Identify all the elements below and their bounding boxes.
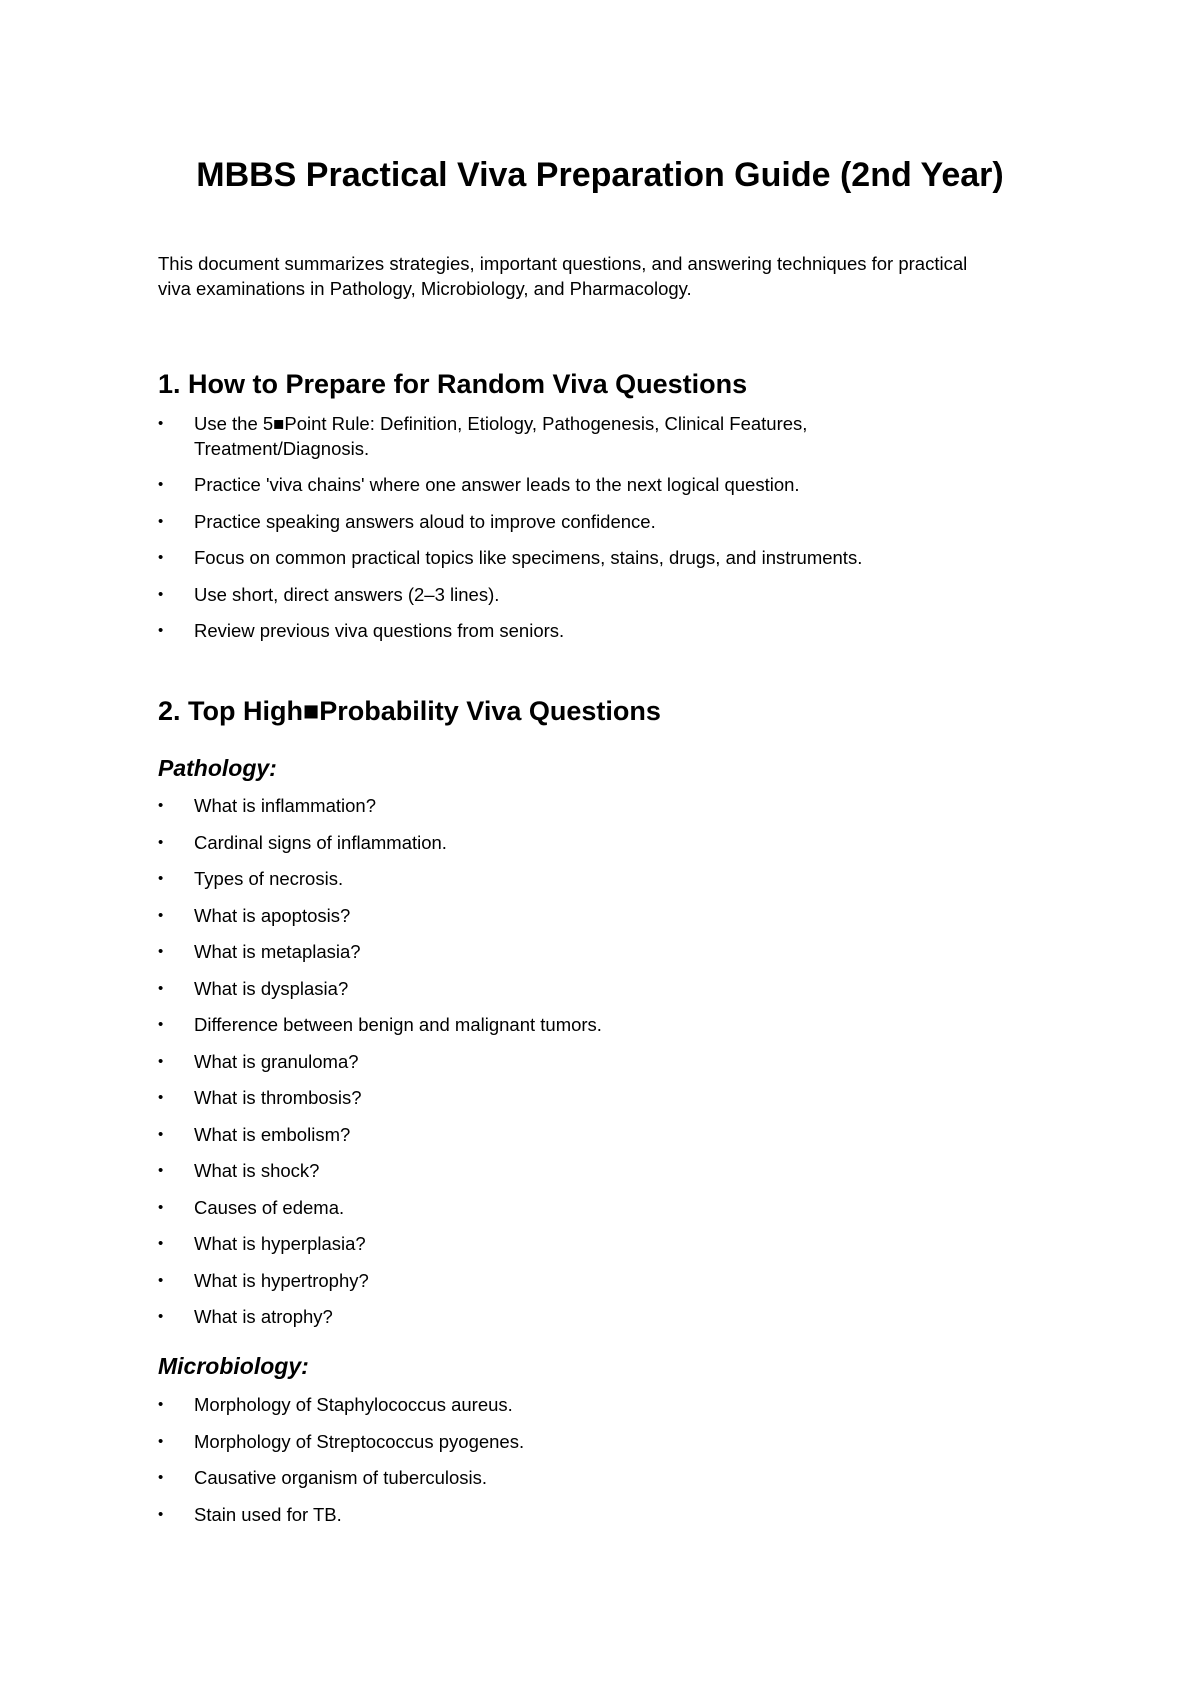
subheading-pathology: Pathology:	[158, 755, 277, 781]
bullet-icon: •	[158, 549, 164, 566]
list-item-text: Practice speaking answers aloud to improve confidence.	[194, 510, 656, 532]
list-item	[158, 1232, 1058, 1257]
subheading-microbiology: Microbiology:	[158, 1353, 309, 1379]
list-item-text: Morphology of Streptococcus pyogenes.	[194, 1430, 525, 1452]
list-item	[158, 904, 1058, 929]
list-item-text: Treatment/Diagnosis.	[194, 437, 370, 459]
list-item-text: Morphology of Staphylococcus aureus.	[194, 1394, 513, 1415]
list-item	[158, 977, 1058, 1002]
list-item-text: Focus on common practical topics like specimens, stains, drugs, and instruments.	[194, 547, 863, 568]
bullet-icon: •	[158, 1235, 164, 1252]
list-item	[158, 1123, 1058, 1148]
list-item-text: What is hyperplasia?	[194, 1233, 366, 1254]
list-item-text: What is dysplasia?	[194, 977, 349, 999]
list-item	[158, 1013, 1058, 1038]
bullet-icon: •	[158, 1198, 164, 1216]
section-heading-questions: 2. Top High■Probability Viva Questions	[158, 696, 661, 726]
list-item	[158, 473, 1058, 498]
list-item-text: Review previous viva questions from seniors.	[194, 620, 565, 641]
intro-line: viva examinations in Pathology, Microbiology, and Pharmacology.	[158, 277, 692, 299]
list-item	[158, 510, 1058, 535]
list-item	[158, 867, 1058, 892]
list-item-text: Causative organism of tuberculosis.	[194, 1467, 488, 1488]
bullet-icon: •	[158, 512, 164, 530]
microbiology-question-list	[158, 1393, 1058, 1539]
list-item-text: What is thrombosis?	[194, 1087, 362, 1108]
list-item	[158, 1086, 1058, 1111]
bullet-icon: •	[158, 797, 164, 814]
bullet-icon: •	[158, 1396, 164, 1413]
list-item	[158, 412, 1058, 461]
list-item-text: What is metaplasia?	[194, 941, 361, 962]
list-item	[158, 1050, 1058, 1075]
bullet-icon: •	[158, 1052, 164, 1070]
bullet-icon: •	[158, 1089, 164, 1106]
list-item	[158, 1196, 1058, 1221]
list-item-text: Types of necrosis.	[194, 868, 344, 889]
list-item	[158, 619, 1058, 644]
list-item-text: What is embolism?	[194, 1123, 351, 1145]
bullet-icon: •	[158, 833, 164, 851]
list-item	[158, 940, 1058, 965]
intro-paragraph	[158, 252, 1058, 301]
list-item-text: What is shock?	[194, 1160, 320, 1181]
bullet-icon: •	[158, 979, 164, 997]
list-item-text: Stain used for TB.	[194, 1503, 342, 1525]
document-title: MBBS Practical Viva Preparation Guide (2nd Year)	[196, 156, 1004, 194]
pathology-question-list	[158, 794, 1058, 1342]
list-item-text: Cardinal signs of inflammation.	[194, 831, 447, 853]
bullet-icon: •	[158, 1469, 164, 1486]
bullet-icon: •	[158, 1016, 164, 1033]
bullet-icon: •	[158, 415, 164, 432]
list-item	[158, 546, 1058, 571]
preparation-list	[158, 412, 1058, 656]
intro-line: This document summarizes strategies, important questions, and answering techniques for practical	[158, 253, 968, 274]
bullet-icon: •	[158, 585, 164, 603]
bullet-icon: •	[158, 622, 164, 639]
list-item	[158, 1393, 1058, 1418]
list-item-text: What is atrophy?	[194, 1306, 333, 1327]
bullet-icon: •	[158, 1432, 164, 1450]
bullet-icon: •	[158, 1162, 164, 1179]
bullet-icon: •	[158, 1308, 164, 1325]
list-item-text: What is granuloma?	[194, 1050, 359, 1072]
list-item-text: Practice 'viva chains' where one answer leads to the next logical question.	[194, 474, 800, 495]
list-item-text: What is apoptosis?	[194, 904, 351, 926]
list-item	[158, 1269, 1058, 1294]
bullet-icon: •	[158, 906, 164, 924]
bullet-icon: •	[158, 1505, 164, 1523]
list-item	[158, 831, 1058, 856]
bullet-icon: •	[158, 870, 164, 887]
list-item-text: What is hypertrophy?	[194, 1269, 369, 1291]
list-item-text: Difference between benign and malignant tumors.	[194, 1014, 602, 1035]
bullet-icon: •	[158, 943, 164, 960]
list-item	[158, 1430, 1058, 1455]
list-item-text: Use short, direct answers (2–3 lines).	[194, 583, 500, 605]
list-item-text: Causes of edema.	[194, 1196, 345, 1218]
section-heading-preparation: 1. How to Prepare for Random Viva Questions	[158, 369, 748, 399]
list-item-text: Use the 5■Point Rule: Definition, Etiology, Pathogenesis, Clinical Features,	[194, 413, 808, 434]
bullet-icon: •	[158, 1271, 164, 1289]
list-item	[158, 583, 1058, 608]
bullet-icon: •	[158, 476, 164, 493]
list-item	[158, 1466, 1058, 1491]
list-item	[158, 1159, 1058, 1184]
list-item	[158, 1305, 1058, 1330]
list-item	[158, 1503, 1058, 1528]
list-item	[158, 794, 1058, 819]
bullet-icon: •	[158, 1125, 164, 1143]
list-item-text: What is inflammation?	[194, 795, 376, 816]
